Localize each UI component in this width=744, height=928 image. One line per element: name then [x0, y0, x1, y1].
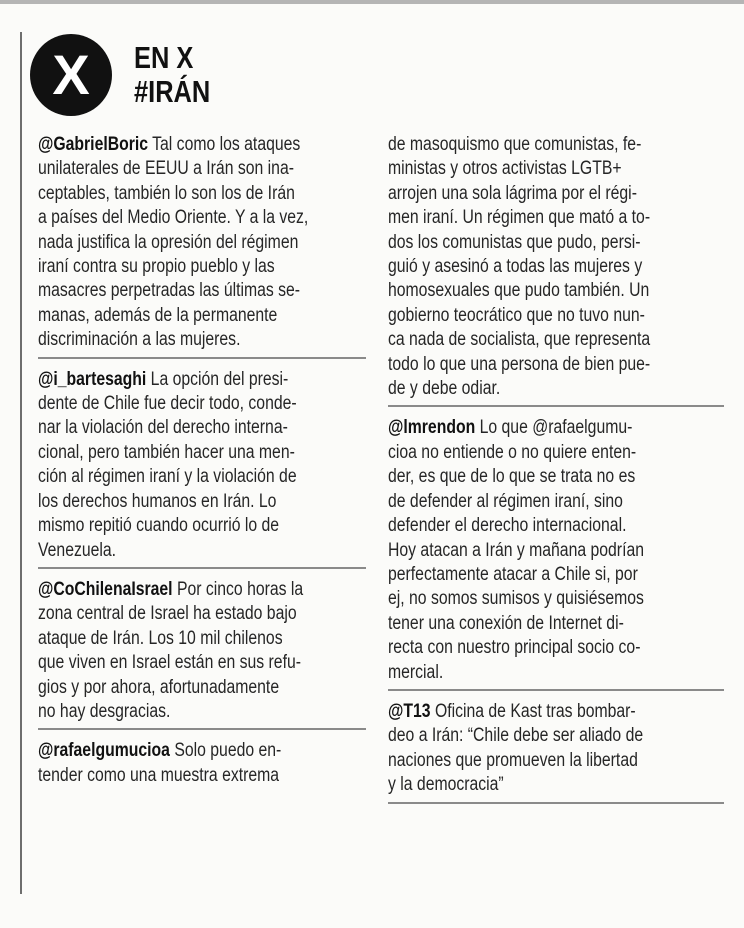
- post-text-line: cional, pero también hacer una men-: [38, 441, 295, 463]
- post-text-line: cioa no entiende o no quiere enten-: [388, 441, 637, 463]
- title-line-1: EN X: [134, 40, 194, 75]
- post-handle[interactable]: @lmrendon: [388, 417, 476, 439]
- post-text-line: deo a Irán: “Chile debe ser aliado de: [388, 725, 644, 747]
- post-text-line: que viven en Israel están en sus refu-: [38, 652, 301, 674]
- post-text-line: der, es que de lo que se trata no es: [388, 466, 636, 488]
- post-text-line: manas, además de la permanente: [38, 304, 278, 326]
- post-text-line: los derechos humanos en Irán. Lo: [38, 490, 277, 512]
- left-column: [38, 130, 366, 791]
- post-text-line: guió y asesinó a todas las mujeres y: [388, 256, 643, 278]
- post-text-line: Hoy atacan a Irán y mañana podrían: [388, 539, 644, 561]
- post-text-line: iraní contra su propio pueblo y las: [38, 256, 275, 278]
- post-text-line: masacres perpetradas las últimas se-: [38, 280, 301, 302]
- post-text-line: Tal como los ataques: [152, 134, 301, 155]
- top-border: [0, 0, 744, 4]
- post-text-line: La opción del presi-: [150, 368, 289, 390]
- post-handle[interactable]: @i_bartesaghi: [38, 368, 147, 390]
- post-text-line: ceptables, también lo son los de Irán: [38, 182, 295, 204]
- post-text-line: ej, no somos sumisos y quisiésemos: [388, 588, 644, 610]
- post-text-line: ca nada de socialista, que representa: [388, 329, 651, 351]
- post-text-line: tener una conexión de Internet di-: [388, 612, 624, 634]
- post-text-line: gobierno teocrático que no tuvo nun-: [388, 304, 645, 326]
- post-text-line: mismo repitió cuando ocurrió lo de: [38, 515, 280, 537]
- post-text-line: ministas y otros activistas LGTB+: [388, 158, 622, 180]
- post-text-line: nar la violación del derecho interna-: [38, 417, 288, 439]
- post-handle[interactable]: @T13: [388, 700, 431, 722]
- post-text-line: todo lo que una persona de bien pue-: [388, 353, 651, 375]
- post-handle[interactable]: @GabrielBoric: [38, 134, 149, 155]
- post-text-line: perfectamente atacar a Chile si, por: [388, 563, 638, 585]
- post-text-line: no hay desgracias.: [38, 700, 171, 722]
- post-lmrendon: [388, 413, 724, 690]
- post-text-line: recta con nuestro principal socio co-: [388, 637, 641, 659]
- right-column: [388, 130, 724, 810]
- post-text-line: homosexuales que pudo también. Un: [388, 280, 650, 302]
- x-logo-icon: X: [30, 34, 112, 116]
- post-handle[interactable]: @rafaelgumucioa: [38, 740, 170, 762]
- post-t13: [388, 697, 724, 804]
- post-text-line: Solo puedo en-: [174, 740, 282, 762]
- post-text-line: Oficina de Kast tras bombar-: [434, 700, 636, 722]
- post-text-line: naciones que promueven la libertad: [388, 749, 638, 771]
- post-rafaelgumucioa-continued: [388, 130, 724, 407]
- post-text-line: defender el derecho internacional.: [388, 515, 627, 537]
- post-cochilenaisrael: [38, 575, 366, 730]
- post-text-line: ción al régimen iraní y la violación de: [38, 466, 297, 488]
- post-text-line: arrojen una sola lágrima por el régi-: [388, 182, 637, 204]
- title-line-2: #IRÁN: [134, 74, 211, 109]
- post-text-line: men iraní. Un régimen que mató a to-: [388, 207, 651, 229]
- post-text-line: mercial.: [388, 661, 444, 683]
- post-text-line: dos los comunistas que pudo, persi-: [388, 231, 641, 253]
- post-text-line: unilaterales de EEUU a Irán son ina-: [38, 158, 294, 180]
- post-text-line: de masoquismo que comunistas, fe-: [388, 134, 642, 155]
- post-text-line: zona central de Israel ha estado bajo: [38, 603, 297, 625]
- post-text-line: tender como una muestra extrema: [38, 764, 280, 786]
- post-text-line: y la democracia”: [388, 774, 504, 796]
- post-handle[interactable]: @CoChilenaIsrael: [38, 578, 173, 600]
- post-text-line: gios y por ahora, afortunadamente: [38, 676, 280, 698]
- post-text-line: nada justifica la opresión del régimen: [38, 231, 299, 253]
- post-text-line: Lo que @rafaelgumu-: [479, 417, 633, 439]
- post-text-line: de y debe odiar.: [388, 378, 501, 400]
- post-i-bartesaghi: [38, 365, 366, 569]
- post-text-line: dente de Chile fue decir todo, conde-: [38, 393, 297, 415]
- post-text-line: discriminación a las mujeres.: [38, 329, 241, 351]
- post-text-line: Venezuela.: [38, 539, 117, 561]
- post-text-line: a países del Medio Oriente. Y a la vez,: [38, 207, 309, 229]
- post-rafaelgumucioa: [38, 736, 366, 791]
- column-divider-left: [20, 32, 22, 894]
- section-header: [30, 30, 227, 120]
- post-text-line: de defender al régimen iraní, sino: [388, 490, 623, 512]
- post-text-line: ataque de Irán. Los 10 mil chilenos: [38, 627, 283, 649]
- post-gabrielboric: [38, 130, 366, 359]
- post-text-line: Por cinco horas la: [176, 578, 304, 600]
- section-title: [134, 41, 227, 109]
